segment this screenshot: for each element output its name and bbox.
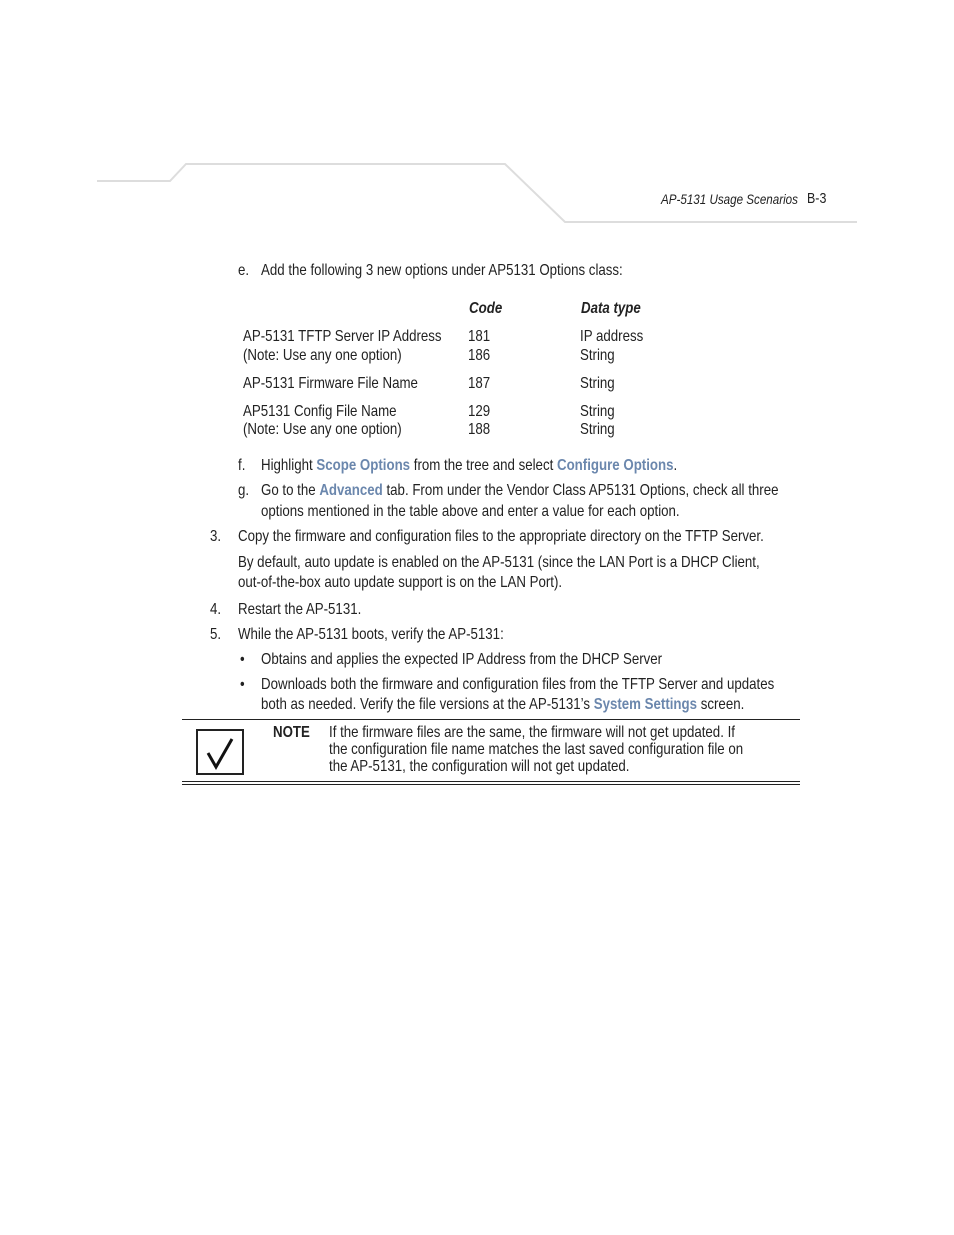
advanced-tab-link[interactable]: Advanced <box>319 482 383 499</box>
text: both as needed. Verify the file versions at the AP-5131’s <box>261 696 594 713</box>
step-3-text: Copy the firmware and configuration files to the appropriate directory on the TFTP Server. <box>238 528 764 545</box>
table-cell-name: (Note: Use any one option) <box>243 421 402 438</box>
step-marker: e. <box>238 262 250 279</box>
table-cell-type: String <box>580 347 615 364</box>
step-marker: 5. <box>210 626 222 643</box>
step-g-text <box>261 482 778 500</box>
step-5-text: While the AP-5131 boots, verify the AP-5131: <box>238 626 504 643</box>
table-cell-type: String <box>580 375 615 392</box>
table-cell-type: String <box>580 403 615 420</box>
text: Highlight <box>261 457 317 474</box>
table-cell-type: String <box>580 421 615 438</box>
text: screen. <box>697 696 745 713</box>
text: tab. From under the Vendor Class AP5131 Options, check all three <box>382 482 779 499</box>
text: . <box>673 457 678 474</box>
step-3-para: By default, auto update is enabled on the AP-5131 (since the LAN Port is a DHCP Client, <box>238 554 760 571</box>
table-cell-code: 186 <box>468 347 491 364</box>
table-cell-code: 187 <box>468 375 491 392</box>
page-number: B-3 <box>807 190 827 207</box>
note-label: NOTE <box>273 724 310 741</box>
step-marker: 3. <box>210 528 222 545</box>
step-f-text <box>261 457 677 475</box>
table-cell-code: 129 <box>468 403 491 420</box>
table-header-code: Code <box>469 300 503 317</box>
bullet-icon: • <box>240 651 245 668</box>
table-cell-type: IP address <box>580 328 644 345</box>
table-cell-code: 181 <box>468 328 491 345</box>
note-text: the AP-5131, the configuration will not get updated. <box>329 758 630 775</box>
table-cell-name: AP-5131 Firmware File Name <box>243 375 418 392</box>
table-header-type: Data type <box>581 300 641 317</box>
scope-options-link[interactable]: Scope Options <box>316 457 411 474</box>
step-3-para: out-of-the-box auto update support is on the LAN Port). <box>238 574 563 591</box>
step-marker: g. <box>238 482 250 499</box>
text: from the tree and select <box>410 457 557 474</box>
note-text: If the firmware files are the same, the firmware will not get updated. If <box>329 724 735 741</box>
step-marker: f. <box>238 457 246 474</box>
table-cell-name: AP-5131 TFTP Server IP Address <box>243 328 442 345</box>
header-section-title: AP-5131 Usage Scenarios <box>661 191 798 207</box>
checkmark-icon <box>196 729 244 775</box>
note-top-rule <box>182 719 800 720</box>
configure-options-link[interactable]: Configure Options <box>556 457 674 474</box>
bullet-icon: • <box>240 676 245 693</box>
system-settings-link[interactable]: System Settings <box>593 696 698 713</box>
bullet-text: Obtains and applies the expected IP Address from the DHCP Server <box>261 651 663 668</box>
table-cell-name: (Note: Use any one option) <box>243 347 402 364</box>
table-cell-code: 188 <box>468 421 491 438</box>
step-marker: 4. <box>210 601 222 618</box>
note-bottom-rule <box>182 781 800 782</box>
text: Go to the <box>261 482 320 499</box>
bullet-text: Downloads both the firmware and configuration files from the TFTP Server and updates <box>261 676 775 693</box>
note-bottom-rule <box>182 784 800 785</box>
step-e-text: Add the following 3 new options under AP5131 Options class: <box>261 262 623 279</box>
table-cell-name: AP5131 Config File Name <box>243 403 397 420</box>
step-4-text: Restart the AP-5131. <box>238 601 362 618</box>
bullet-text-2 <box>261 696 744 714</box>
step-g-text-2: options mentioned in the table above and enter a value for each option. <box>261 503 680 520</box>
note-text: the configuration file name matches the last saved configuration file on <box>329 741 744 758</box>
